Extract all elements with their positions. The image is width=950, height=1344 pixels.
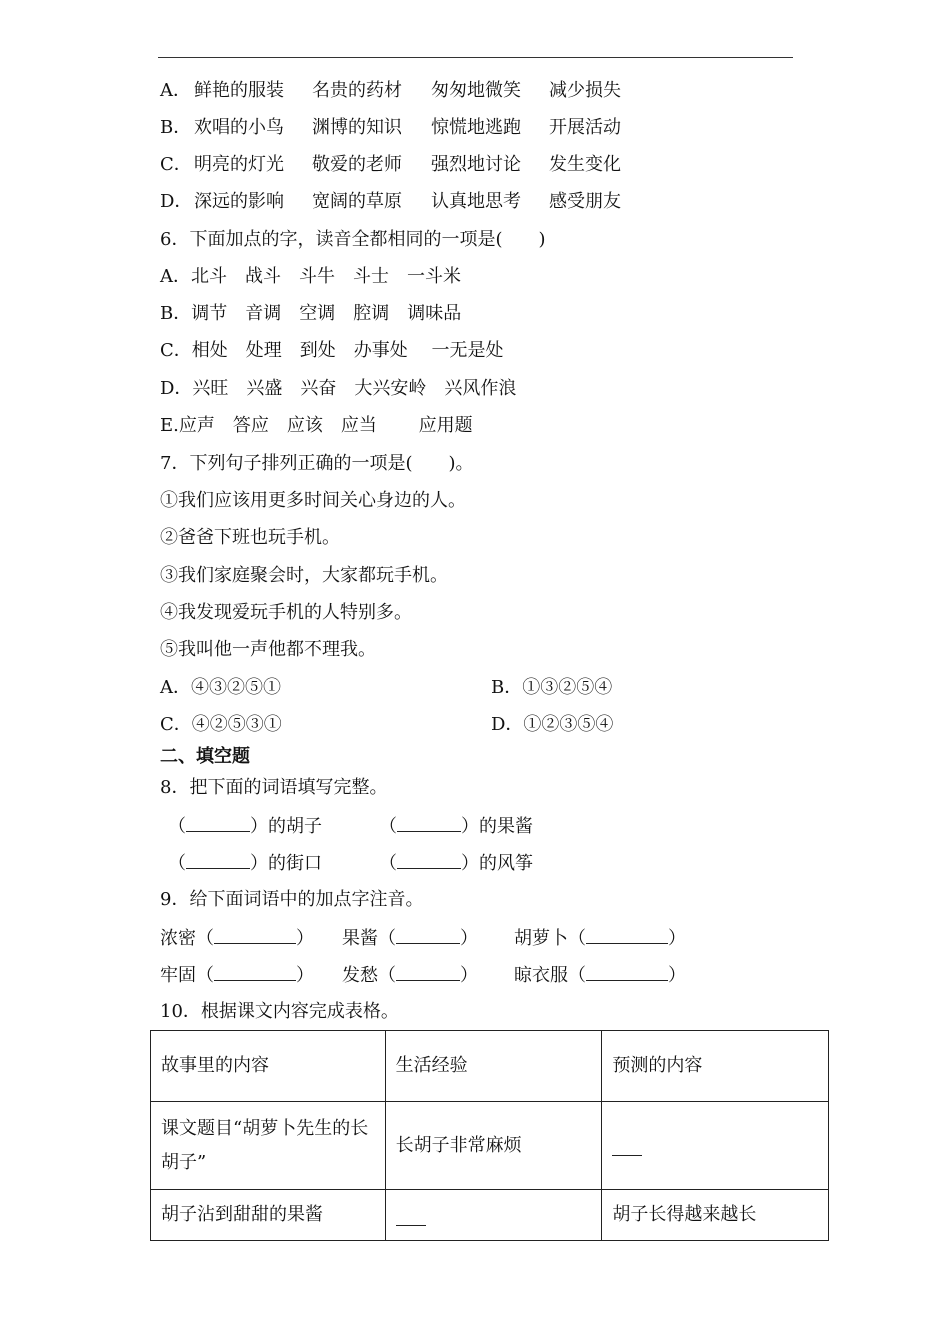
- q9-pinyin-item: 浓密（ ）: [160, 923, 314, 951]
- q5-option-d-item: 认真地思考: [431, 191, 521, 212]
- answer-blank[interactable]: [396, 1207, 426, 1226]
- q6-option-d: D．兴旺 兴盛 兴奋 大兴安岭 兴风作浪: [160, 378, 517, 399]
- q8-fill-item: （ ）的胡子: [168, 811, 322, 839]
- q7-option-c: C．④②⑤③①: [160, 714, 282, 735]
- q7-option-a: A．④③②⑤①: [160, 677, 281, 698]
- table-cell: 长胡子非常麻烦: [385, 1102, 602, 1190]
- answer-blank[interactable]: [397, 811, 461, 832]
- q8-fill-item: （ ）的果酱: [379, 811, 533, 839]
- q6-option-e: E.应声 答应 应该 应当 应用题: [160, 415, 473, 436]
- q6-option-c: C．相处 处理 到处 办事处 一无是处: [160, 340, 504, 361]
- q8-fill-item: （ ）的风筝: [379, 848, 533, 876]
- q5-option-b-item: 开展活动: [549, 117, 621, 138]
- q5-option-a-item: 减少损失: [549, 80, 621, 101]
- q9-stem: 9．给下面词语中的加点字注音。: [160, 889, 424, 910]
- answer-blank[interactable]: [186, 848, 250, 869]
- answer-blank[interactable]: [186, 811, 250, 832]
- table-row: [151, 1190, 829, 1241]
- section-title: 二、填空题: [160, 746, 250, 767]
- q9-pinyin-item: 晾衣服（ ）: [514, 960, 686, 988]
- q7-sentence: ④我发现爱玩手机的人特别多。: [160, 602, 412, 623]
- answer-blank[interactable]: [397, 848, 461, 869]
- q9-pinyin-item: 果酱（ ）: [342, 923, 478, 951]
- table-cell-answer[interactable]: [602, 1102, 829, 1190]
- q10-table: [150, 1030, 829, 1241]
- q5-option-b-item: 惊慌地逃跑: [431, 117, 521, 138]
- q5-option-c-label: C．: [160, 154, 192, 175]
- table-cell-answer[interactable]: [385, 1190, 602, 1241]
- q10-stem: 10．根据课文内容完成表格。: [160, 1001, 399, 1022]
- q5-option-d-item: 宽阔的草原: [312, 191, 402, 212]
- q5-option-a-item: 鲜艳的服装: [194, 80, 284, 101]
- table-row: [151, 1102, 829, 1190]
- table-header-row: [151, 1031, 829, 1102]
- q9-pinyin-item: 胡萝卜（ ）: [514, 923, 686, 951]
- q5-option-b-label: B．: [160, 117, 192, 138]
- table-header-cell: 预测的内容: [602, 1031, 829, 1102]
- answer-blank[interactable]: [396, 923, 460, 944]
- q7-sentence: ②爸爸下班也玩手机。: [160, 527, 340, 548]
- q5-option-a-label: A．: [160, 80, 191, 101]
- q5-option-c-item: 敬爱的老师: [312, 154, 402, 175]
- q6-option-a: A．北斗 战斗 斗牛 斗士 一斗米: [160, 266, 461, 287]
- q8-fill-item: （ ）的街口: [168, 848, 322, 876]
- q7-option-d: D．①②③⑤④: [491, 714, 614, 735]
- q5-option-a-item: 名贵的药材: [312, 80, 402, 101]
- q5-option-b-item: 欢唱的小鸟: [194, 117, 284, 138]
- q5-option-d-label: D．: [160, 191, 193, 212]
- table-cell: 胡子沾到甜甜的果酱: [151, 1190, 386, 1241]
- q7-sentence: ⑤我叫他一声他都不理我。: [160, 639, 376, 660]
- table-cell: 课文题目“胡萝卜先生的长胡子”: [151, 1102, 386, 1190]
- q5-option-a-item: 匆匆地微笑: [431, 80, 521, 101]
- table-header-cell: 生活经验: [385, 1031, 602, 1102]
- answer-blank[interactable]: [214, 960, 296, 981]
- q7-option-b: B．①③②⑤④: [491, 677, 613, 698]
- q9-pinyin-item: 牢固（ ）: [160, 960, 314, 988]
- q8-stem: 8．把下面的词语填写完整。: [160, 777, 388, 798]
- answer-blank[interactable]: [586, 960, 668, 981]
- q5-option-c-item: 强烈地讨论: [431, 154, 521, 175]
- table-header-cell: 故事里的内容: [151, 1031, 386, 1102]
- q5-option-d-item: 深远的影响: [194, 191, 284, 212]
- q7-sentence: ①我们应该用更多时间关心身边的人。: [160, 490, 466, 511]
- q7-sentence: ③我们家庭聚会时，大家都玩手机。: [160, 565, 448, 586]
- header-rule: [158, 57, 793, 58]
- q5-option-b-item: 渊博的知识: [312, 117, 402, 138]
- q6-stem: 6．下面加点的字，读音全都相同的一项是( ): [160, 229, 546, 250]
- answer-blank[interactable]: [612, 1137, 642, 1156]
- q5-option-d-item: 感受朋友: [549, 191, 621, 212]
- q9-pinyin-item: 发愁（ ）: [342, 960, 478, 988]
- answer-blank[interactable]: [586, 923, 668, 944]
- q5-option-c-item: 发生变化: [549, 154, 621, 175]
- q5-option-c-item: 明亮的灯光: [194, 154, 284, 175]
- answer-blank[interactable]: [214, 923, 296, 944]
- answer-blank[interactable]: [396, 960, 460, 981]
- table-cell: 胡子长得越来越长: [602, 1190, 829, 1241]
- q7-stem: 7．下列句子排列正确的一项是( )。: [160, 453, 474, 474]
- q6-option-b: B．调节 音调 空调 腔调 调味品: [160, 303, 462, 324]
